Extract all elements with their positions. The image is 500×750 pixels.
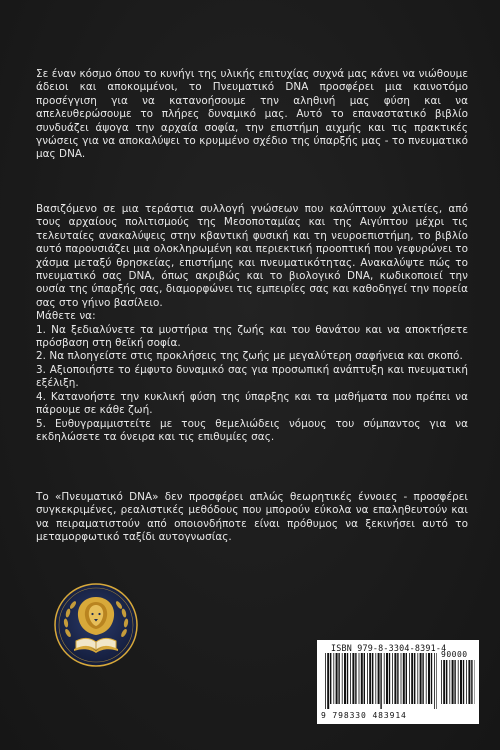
closing-text: Το «Πνευματικό DNA» δεν προσφέρει απλώς θεωρητικές έννοιες - προσφέρει συγκεκριμένες, ρεαλιστικές μεθόδους που μπορούν εύκολα να επαληθευτούν και να πειραματιστούν από οποιονδήποτε είναι πρόθυμος να ξεκινήσει αυτό το μεταμορφωτικό ταξίδι αυτογνωσίας.: [36, 491, 468, 544]
ean-barcode-icon: [325, 653, 437, 709]
list-intro: Μάθετε να:: [36, 310, 96, 323]
closing-paragraph: [36, 491, 468, 545]
description-text: Βασιζόμενο σε μια τεράστια συλλογή γνώσεων που καλύπτουν χιλιετίες, από τους αρχαίους πολιτισμούς της Μεσοποταμίας και της Αιγύπτου μέχρι τις τελευταίες ανακαλύψεις στην κβαντική φυσική και τη νευροεπιστήμη, το βιβλίο αυτό παρουσιάζει μια ολοκληρωμένη και περιεκτική προοπτική που γεφυρώνει το χάσμα μεταξύ θρησκείας, επιστήμης και πνευματικότητας. Ανακαλύψτε πώς το πνευματικό σας DNA, όπως ακριβώς και το βιολογικό DNA, κωδικοποιεί την ουσία της ύπαρξής σας, διαμορφώνει τις εμπειρίες σας και καθοδηγεί την πορεία σας στο γήινο βασίλειο.: [36, 203, 468, 309]
list-item-4: 4. Κατανοήστε την κυκλική φύση της ύπαρξης και τα μαθήματα που πρέπει να πάρουμε σε κάθε ζωή.: [36, 390, 468, 417]
lion-book-logo-icon: [54, 583, 138, 667]
list-item-5: 5. Ευθυγραμμιστείτε με τους θεμελιώδεις νόμους του σύμπαντος για να εκδηλώσετε τα όνειρα και τις επιθυμίες σας.: [36, 417, 468, 443]
list-item-1: 1. Να ξεδιαλύνετε τα μυστήρια της ζωής και του θανάτου και να αποκτήσετε πρόσβαση στη θεϊκή σοφία.: [36, 323, 468, 350]
list-item-3: 3. Αξιοποιήστε το έμφυτο δυναμικό σας για προσωπική ανάπτυξη και πνευματική εξέλιξη.: [36, 363, 468, 390]
intro-text: Σε έναν κόσμο όπου το κυνήγι της υλικής επιτυχίας συχνά μας κάνει να νιώθουμε άδειοι και αποκομμένοι, το Πνευματικό DNA προσφέρει μια καινοτόμο προσέγγιση για να κατανοήσουμε την αληθινή μας φύση και να απελευθερώσουμε το πλήρες δυναμικό μας. Αυτό το επαναστατικό βιβλίο συνδυάζει άψογα την αρχαία σοφία, την επιστήμη αιχμής και τις πρακτικές γνώσεις για να αποκαλύψει το κρυμμένο σχέδιο της ύπαρξής μας - το πνευματικό μας DNA.: [36, 68, 468, 161]
description-section: [36, 203, 468, 444]
intro-paragraph: [36, 68, 468, 162]
price-addon-code: 90000: [441, 650, 468, 659]
ean-number: 9 798330 483914: [321, 711, 407, 720]
isbn-barcode: [317, 640, 479, 724]
addon-barcode-icon: [441, 660, 475, 709]
isbn-label: ISBN 979-8-3304-8391-4: [331, 643, 447, 653]
list-item-2: 2. Να πλοηγείστε στις προκλήσεις της ζωής με μεγαλύτερη σαφήνεια και σκοπό.: [36, 350, 463, 363]
